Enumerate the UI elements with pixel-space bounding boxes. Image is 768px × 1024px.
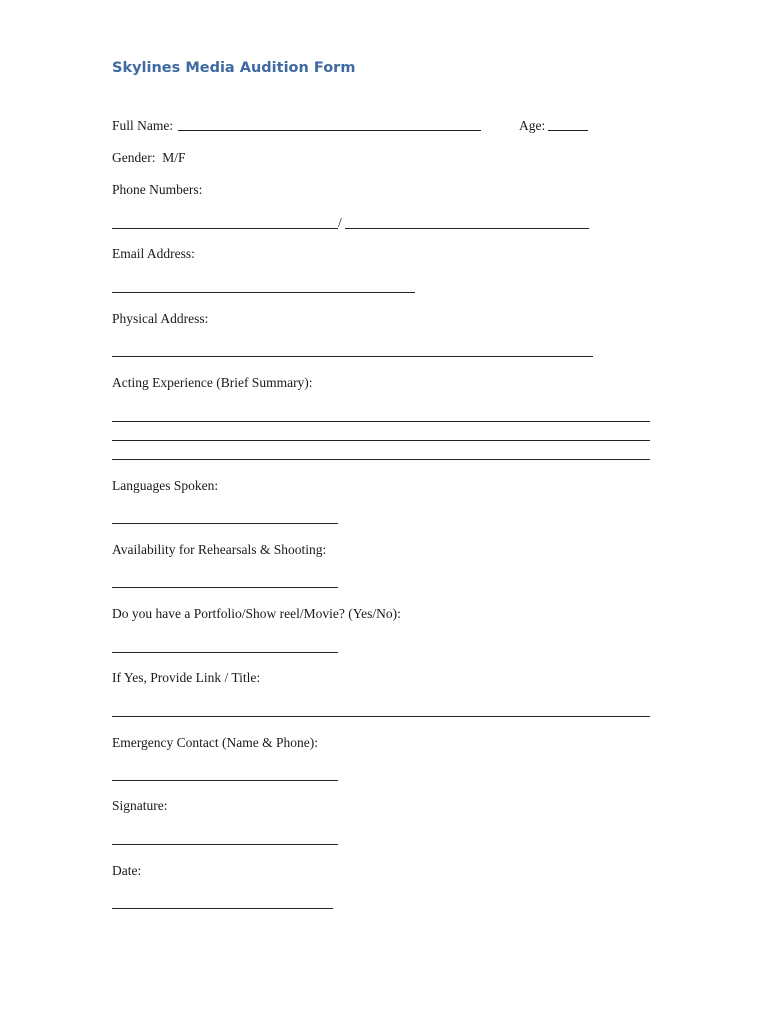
languages-spoken-field[interactable] <box>112 523 338 524</box>
link-title-label: If Yes, Provide Link / Title: <box>112 670 261 685</box>
availability-field[interactable] <box>112 587 338 588</box>
gender-options[interactable]: M/F <box>162 150 186 165</box>
full-name-label: Full Name: <box>112 118 174 133</box>
full-name-field[interactable] <box>178 130 481 131</box>
physical-address-field[interactable] <box>112 356 593 357</box>
date-field[interactable] <box>112 908 333 909</box>
phone-separator: / <box>338 215 342 230</box>
email-address-label: Email Address: <box>112 246 195 261</box>
signature-field[interactable] <box>112 844 338 845</box>
emergency-contact-field[interactable] <box>112 780 338 781</box>
acting-experience-line-2[interactable] <box>112 440 650 441</box>
emergency-contact-label: Emergency Contact (Name & Phone): <box>112 735 318 750</box>
age-field[interactable] <box>548 130 588 131</box>
form-title: Skylines Media Audition Form <box>112 60 356 76</box>
physical-address-label: Physical Address: <box>112 311 209 326</box>
portfolio-question-label: Do you have a Portfolio/Show reel/Movie? (Yes/No): <box>112 606 401 621</box>
gender-label <box>112 150 186 166</box>
acting-experience-line-3[interactable] <box>112 459 650 460</box>
gender-label-text: Gender: <box>112 150 156 165</box>
acting-experience-line-1[interactable] <box>112 421 650 422</box>
date-label: Date: <box>112 863 142 878</box>
signature-label: Signature: <box>112 798 168 813</box>
portfolio-answer-field[interactable] <box>112 652 338 653</box>
link-title-field[interactable] <box>112 716 650 717</box>
phone-numbers-label: Phone Numbers: <box>112 182 203 197</box>
age-label: Age: <box>519 118 546 133</box>
phone-number-1-field[interactable] <box>112 228 338 229</box>
phone-number-2-field[interactable] <box>345 228 589 229</box>
languages-spoken-label: Languages Spoken: <box>112 478 219 493</box>
availability-label: Availability for Rehearsals & Shooting: <box>112 542 327 557</box>
email-address-field[interactable] <box>112 292 415 293</box>
acting-experience-label: Acting Experience (Brief Summary): <box>112 375 313 390</box>
